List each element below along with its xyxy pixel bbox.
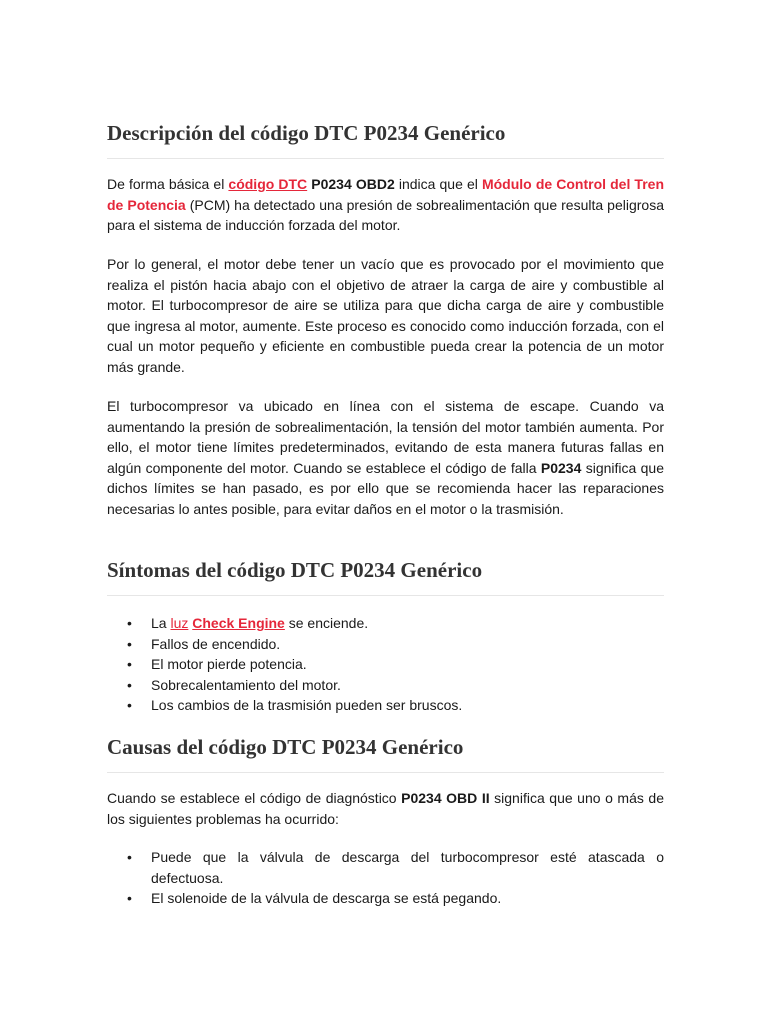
list-sintomas	[107, 613, 664, 716]
code-p0234-obd-ii: P0234 OBD II	[401, 790, 490, 806]
list-item: • Sobrecalentamiento del motor.	[151, 675, 664, 696]
heading-causas: Causas del código DTC P0234 Genérico	[107, 735, 664, 773]
list-item: • La luz Check Engine se enciende.	[151, 613, 664, 634]
list-item: • El solenoide de la válvula de descarga se está pegando.	[151, 888, 664, 909]
code-p0234-obd2: P0234 OBD2	[311, 176, 395, 192]
paragraph-intro: De forma básica el código DTC P0234 OBD2 indica que el Módulo de Control del Tren de Potencia (PCM) ha detectado una presión de sobrealimentación que resulta peligrosa para el sistema de inducción forzada del motor.	[107, 176, 664, 234]
list-item: • El motor pierde potencia.	[151, 654, 664, 675]
heading-sintomas: Síntomas del código DTC P0234 Genérico	[107, 558, 664, 596]
link-codigo-dtc[interactable]: código DTC	[228, 176, 308, 192]
paragraph-causas-intro: Cuando se establece el código de diagnóstico P0234 OBD II significa que uno o más de los siguientes problemas ha ocurrido:	[107, 790, 664, 827]
list-item: • Fallos de encendido.	[151, 634, 664, 655]
paragraph-vacio: Por lo general, el motor debe tener un vacío que es provocado por el movimiento que realiza el pistón hacia abajo con el objetivo de atraer la carga de aire y combustible al motor. El turbocompresor de aire se utiliza para que dicha carga de aire y combustible que ingresa al motor, aumente. Este proceso es conocido como inducción forzada, con el cual un motor pequeño y eficiente en combustible pueda crear la potencia de un motor más grande.	[107, 256, 664, 375]
list-causas	[107, 847, 664, 909]
link-check-engine[interactable]: Check Engine	[192, 615, 285, 631]
link-modulo-control[interactable]: Módulo de Control del Tren de Potencia	[107, 176, 664, 213]
list-item: • Los cambios de la trasmisión pueden ser bruscos.	[151, 695, 664, 716]
paragraph-turbocompresor: El turbocompresor va ubicado en línea con el sistema de escape. Cuando va aumentando la presión de sobrealimentación, la tensión del motor también aumenta. Por ello, el motor tiene límites predeterminados, evitando de esta manera futuras fallas en algún componente del motor. Cuando se establece el código de falla P0234 significa que dichos límites se han pasado, es por ello que se recomienda hacer las reparaciones necesarias lo antes posible, para evitar daños en el motor o la trasmisión.	[107, 398, 664, 517]
code-p0234: P0234	[540, 459, 582, 476]
link-luz[interactable]: luz	[170, 615, 189, 631]
heading-descripcion: Descripción del código DTC P0234 Genérico	[107, 121, 664, 159]
list-item: • Puede que la válvula de descarga del turbocompresor esté atascada o defectuosa.	[151, 847, 664, 888]
